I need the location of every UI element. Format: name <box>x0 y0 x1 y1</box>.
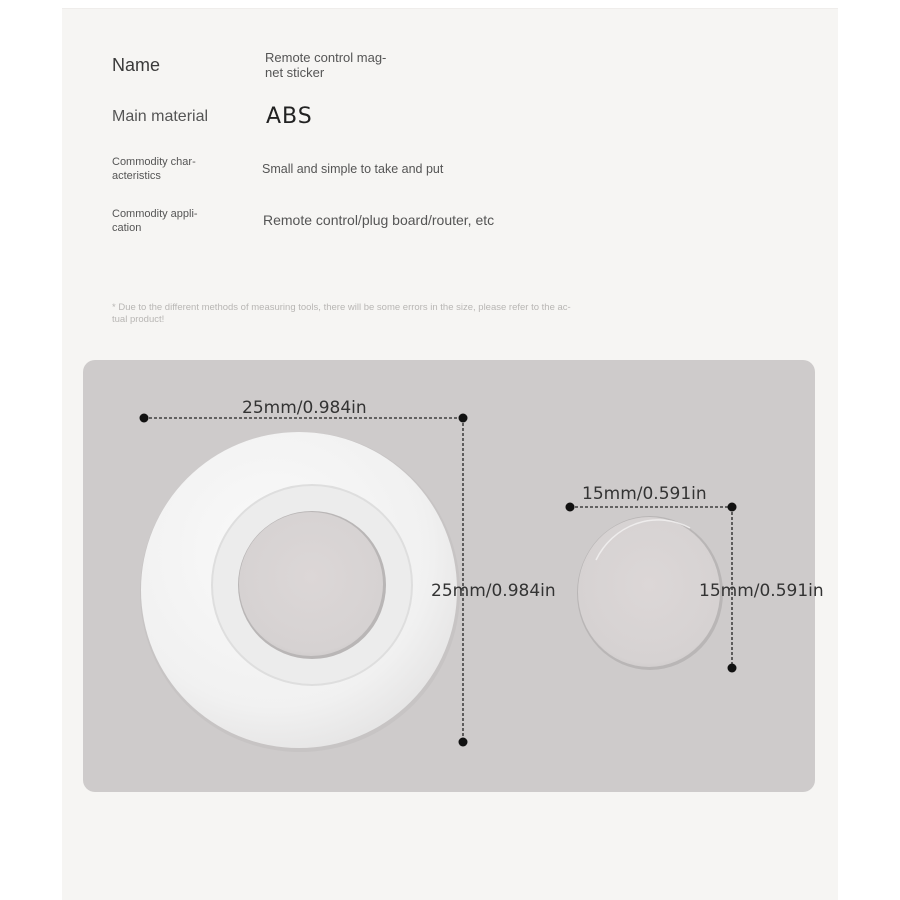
spec-value-application: Remote control/plug board/router, etc <box>263 212 495 228</box>
note-line: * Due to the different methods of measuring tools, there will be some errors in the size, please refer to the ac- <box>112 302 571 313</box>
spec-value-name-line: net sticker <box>265 65 325 80</box>
dimension-label-small-height: 15mm/0.591in <box>699 581 824 601</box>
spec-label-line: cation <box>112 222 142 234</box>
spec-label-name: Name <box>112 55 161 75</box>
spec-label-line: Commodity appli- <box>112 208 198 220</box>
note-line: tual product! <box>112 314 165 325</box>
spec-value-material: ABS <box>266 104 313 129</box>
spec-label-line: Commodity char- <box>112 156 196 168</box>
large-ring-sticker <box>140 432 460 752</box>
spec-label-material: Main material <box>112 108 209 125</box>
spec-label-line: acteristics <box>112 170 161 182</box>
spec-value-characteristics: Small and simple to take and put <box>262 162 444 176</box>
dimension-label-large-width: 25mm/0.984in <box>242 398 367 418</box>
spec-value-name-line: Remote control mag- <box>265 50 387 65</box>
dimension-label-small-width: 15mm/0.591in <box>582 484 707 504</box>
dimension-label-large-height: 25mm/0.984in <box>431 581 556 601</box>
